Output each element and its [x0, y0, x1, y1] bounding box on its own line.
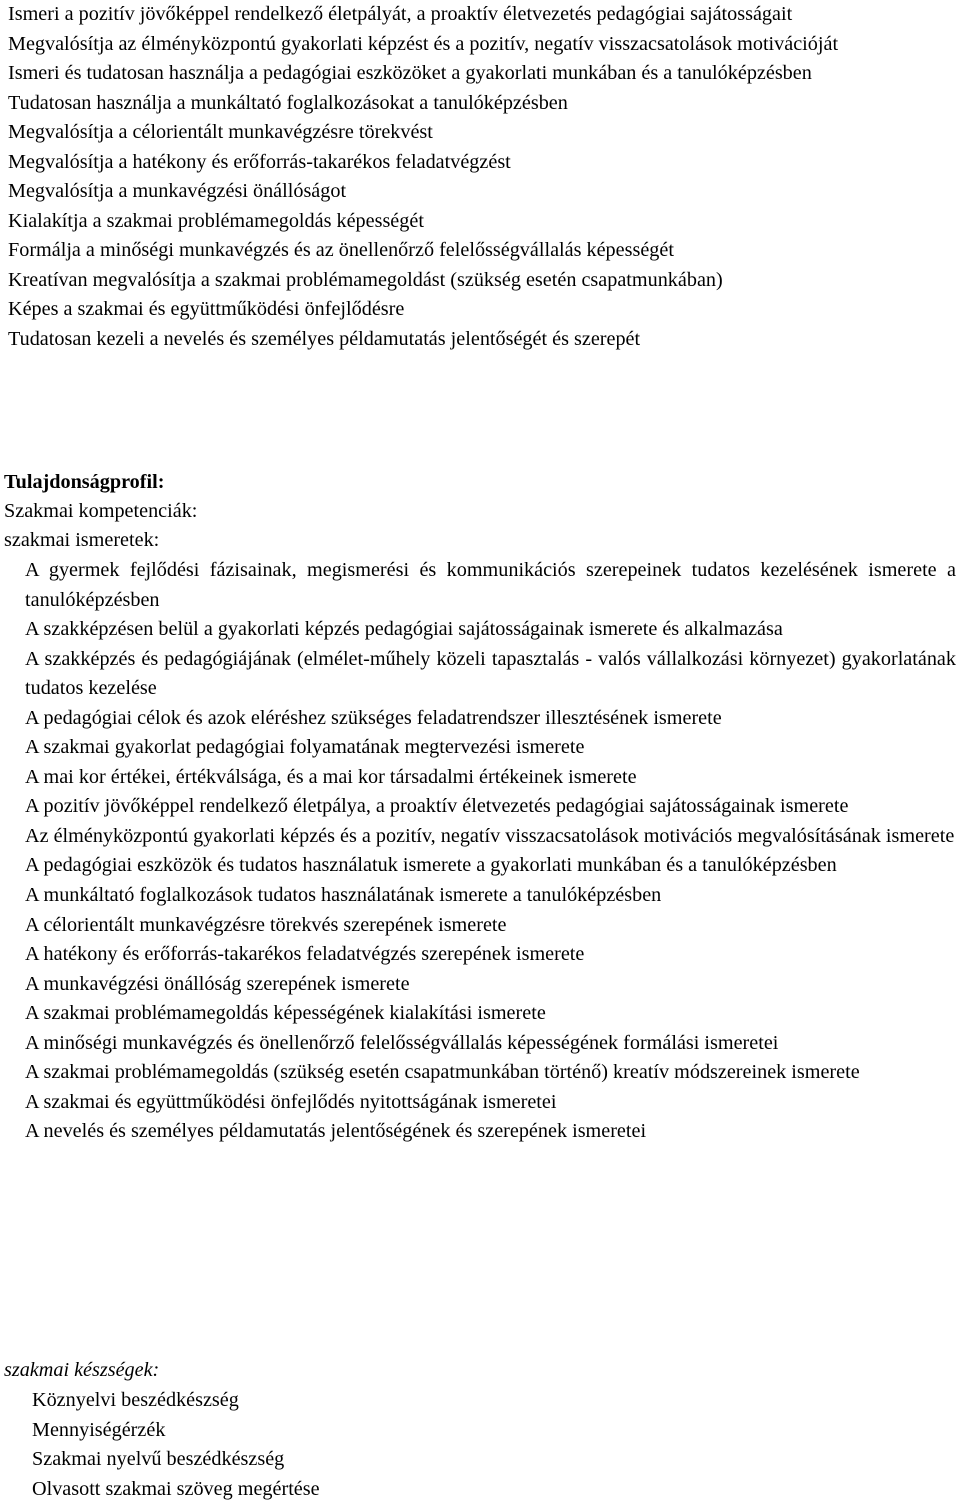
list-item: Megvalósítja a munkavégzési önállóságot [8, 180, 347, 203]
list-item: A szakmai és együttműködési önfejlődés nyitottságának ismeretei [25, 1090, 557, 1113]
list-item: Tudatosan használja a munkáltató foglalkozásokat a tanulóképzésben [8, 91, 568, 114]
list-item: Szakmai nyelvű beszédkészség [32, 1448, 285, 1471]
list-item: A gyermek fejlődési fázisainak, megismerési és kommunikációs szerepeinek tudatos kezelésének ismerete a tanulóképzésben [25, 559, 956, 611]
list-item: A pedagógiai eszközök és tudatos használatuk ismerete a gyakorlati munkában és a tanulóképzésben [25, 854, 837, 877]
knowledge-label: szakmai ismeretek: [4, 529, 160, 551]
list-item: Ismeri és tudatosan használja a pedagógiai eszközöket a gyakorlati munkában és a tanulóképzésben [8, 62, 812, 85]
list-item: Mennyiségérzék [32, 1418, 166, 1441]
list-item: A pedagógiai célok és azok eléréshez szükséges feladatrendszer illesztésének ismerete [25, 706, 722, 729]
skills-label: szakmai készségek: [4, 1359, 160, 1381]
profile-heading: Tulajdonságprofil: [4, 471, 165, 493]
list-item: A szakmai gyakorlat pedagógiai folyamatának megtervezési ismerete [25, 736, 585, 759]
list-item: A célorientált munkavégzésre törekvés szerepének ismerete [25, 913, 507, 936]
list-item: Kreatívan megvalósítja a szakmai problémamegoldást (szükség esetén csapatmunkában) [8, 268, 723, 291]
list-item: A munkavégzési önállóság szerepének ismerete [25, 972, 410, 995]
list-item: A hatékony és erőforrás-takarékos feladatvégzés szerepének ismerete [25, 943, 585, 966]
list-item: Ismeri a pozitív jövőképpel rendelkező életpályát, a proaktív életvezetés pedagógiai sajátosságait [8, 3, 793, 25]
list-item: Megvalósítja az élményközpontú gyakorlati képzést és a pozitív, negatív visszacsatolások motivációját [8, 32, 839, 55]
list-item: Az élményközpontú gyakorlati képzés és a pozitív, negatív visszacsatolások motivációs megvalósításának ismerete [25, 824, 955, 847]
list-item: Olvasott szakmai szöveg megértése [32, 1477, 320, 1500]
list-item: A nevelés és személyes példamutatás jelentőségének és szerepének ismeretei [25, 1120, 647, 1143]
skills-list [32, 1386, 320, 1504]
intro-competency-list [8, 0, 956, 355]
competencies-label: Szakmai kompetenciák: [4, 500, 198, 522]
list-item: A szakképzés és pedagógiájának (elmélet-műhely közeli tapasztalás - valós vállalkozási környezet) gyakorlatának tudatos kezelése [25, 647, 956, 700]
list-item: A szakmai problémamegoldás képességének kialakítási ismerete [25, 1002, 546, 1025]
list-item: Köznyelvi beszédkészség [32, 1389, 239, 1411]
list-item: Tudatosan kezeli a nevelés és személyes példamutatás jelentőségét és szerepét [8, 328, 641, 351]
list-item: A mai kor értékei, értékválsága, és a mai kor társadalmi értékeinek ismerete [25, 765, 637, 788]
list-item: A minőségi munkavégzés és önellenőrző felelősségvállalás képességének formálási ismeretei [25, 1031, 779, 1054]
list-item: Kialakítja a szakmai problémamegoldás képességét [8, 209, 424, 232]
list-item: Formálja a minőségi munkavégzés és az önellenőrző felelősségvállalás képességét [8, 239, 674, 262]
list-item: Megvalósítja a célorientált munkavégzésre törekvést [8, 121, 433, 144]
list-item: A szakmai problémamegoldás (szükség esetén csapatmunkában történő) kreatív módszereinek ismerete [25, 1061, 860, 1084]
list-item: Képes a szakmai és együttműködési önfejlődésre [8, 298, 405, 321]
list-item: Megvalósítja a hatékony és erőforrás-takarékos feladatvégzést [8, 150, 511, 173]
list-item: A pozitív jövőképpel rendelkező életpálya, a proaktív életvezetés pedagógiai sajátosságainak ismerete [25, 795, 849, 818]
list-item: A munkáltató foglalkozások tudatos használatának ismerete a tanulóképzésben [25, 884, 662, 907]
knowledge-list [25, 556, 956, 1147]
list-item: A szakképzésen belül a gyakorlati képzés pedagógiai sajátosságainak ismerete és alkalmazása [25, 618, 783, 641]
